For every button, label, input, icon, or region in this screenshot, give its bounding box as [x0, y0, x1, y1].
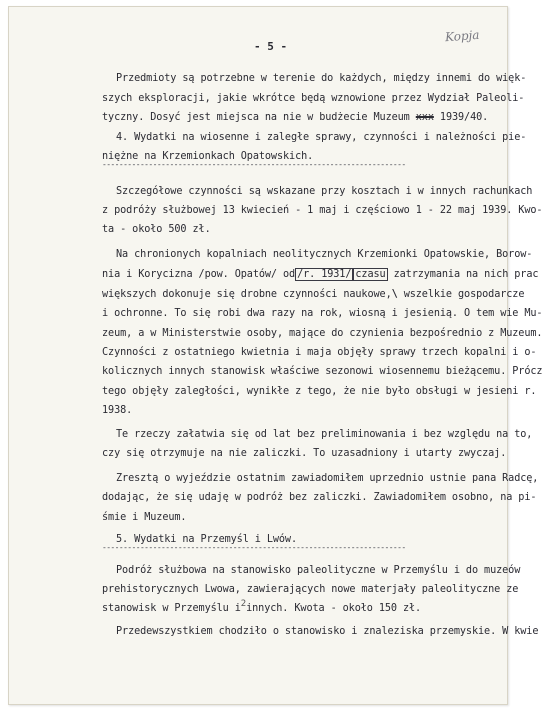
text-line: prehistorycznych Lwowa, zawierających nowe materjały paleolityczne ze [102, 584, 519, 595]
text-line: stanowisk w Przemyślu i2innych. Kwota - około 150 zł. [102, 599, 422, 614]
text-line: Szczegółowe czynności są wskazane przy kosztach i w innych rachunkach [116, 186, 533, 197]
text-line: kolicznych innych stanowisk właściwe sezonowi wiosennemu bieżącemu. Prócz [102, 366, 542, 377]
handwritten-insertion: 2 [240, 599, 247, 609]
page-number: - 5 - [254, 40, 288, 53]
struck-text: xxx [415, 112, 434, 123]
text-line: zeum, a w Ministerstwie osoby, mające do czynienia bezpośrednio z Muzeum. [102, 328, 542, 339]
text-line: czy się otrzymuje na nie zaliczki. To uzasadniony i utarty zwyczaj. [102, 448, 507, 459]
text-line: i ochronne. To się robi dwa razy na rok, wiosną i jesienią. O tem wie Mu- [102, 308, 542, 319]
text-line: większych dokonuje się drobne czynności naukowe,\ wszelkie gospodarcze [102, 289, 525, 300]
text-line: 1938. [102, 405, 133, 416]
text-line: z podróży służbowej 13 kwiecień - 1 maj i częściowo 1 - 22 maj 1939. Kwo- [102, 205, 542, 216]
text-line: Przedewszystkiem chodziło o stanowisko i znaleziska przemyskie. W kwie [116, 626, 539, 637]
text-line: nia i Korycizna /pow. Opatów/ od /r. 1931/ czasu zatrzymania na nich prac [102, 269, 539, 280]
text-line: dodając, że się udaję w podróż bez zaliczki. Zawiadomiłem osobno, na pi- [102, 492, 537, 503]
text-line: Czynności z ostatniego kwietnia i maja objęły sprawy trzech kopalni i o- [102, 347, 537, 358]
section-heading-4: 4. Wydatki na wiosenne i zaległe sprawy, czynności i należności pie- [116, 132, 527, 143]
text-line: ta - około 500 zł. [102, 224, 211, 235]
boxed-insert: /r. 1931/ [297, 269, 352, 280]
text-line: Na chronionych kopalniach neolitycznych Krzemionki Opatowskie, Borow- [116, 249, 533, 260]
text-line: szych eksploracji, jakie wkrótce będą wznowione przez Wydział Paleoli- [102, 93, 525, 104]
section-heading-5: 5. Wydatki na Przemyśl i Lwów. [116, 534, 298, 545]
text-line: tego objęły zaległości, wynikłe z tego, że nie było obsługi w jesieni r. [102, 386, 537, 397]
text-line: Zresztą o wyjeździe ostatnim zawiadomiłem uprzednio ustnie pana Radcę, [116, 473, 539, 484]
text-line: śmie i Muzeum. [102, 512, 187, 523]
underline-rule: ------------------------------------------------------------------------ [102, 543, 406, 552]
document-page [8, 6, 542, 705]
handwritten-annotation: Kopja [444, 27, 480, 45]
section-heading-4-cont: niężne na Krzemionkach Opatowskich. [102, 151, 314, 162]
text-line: Podróż służbowa na stanowisko paleolityczne w Przemyślu i do muzeów [116, 565, 521, 576]
text-line: Przedmioty są potrzebne w terenie do każdych, między innemi do więk- [116, 73, 527, 84]
text-line: Te rzeczy załatwia się od lat bez preliminowania i bez względu na to, [116, 429, 533, 440]
underline-rule: ------------------------------------------------------------------------ [102, 160, 406, 169]
text-line: tyczny. Dosyć jest miejsca na nie w budżecie Muzeum xxx 1939/40. [102, 112, 489, 123]
boxed-insert: czasu [355, 269, 386, 280]
